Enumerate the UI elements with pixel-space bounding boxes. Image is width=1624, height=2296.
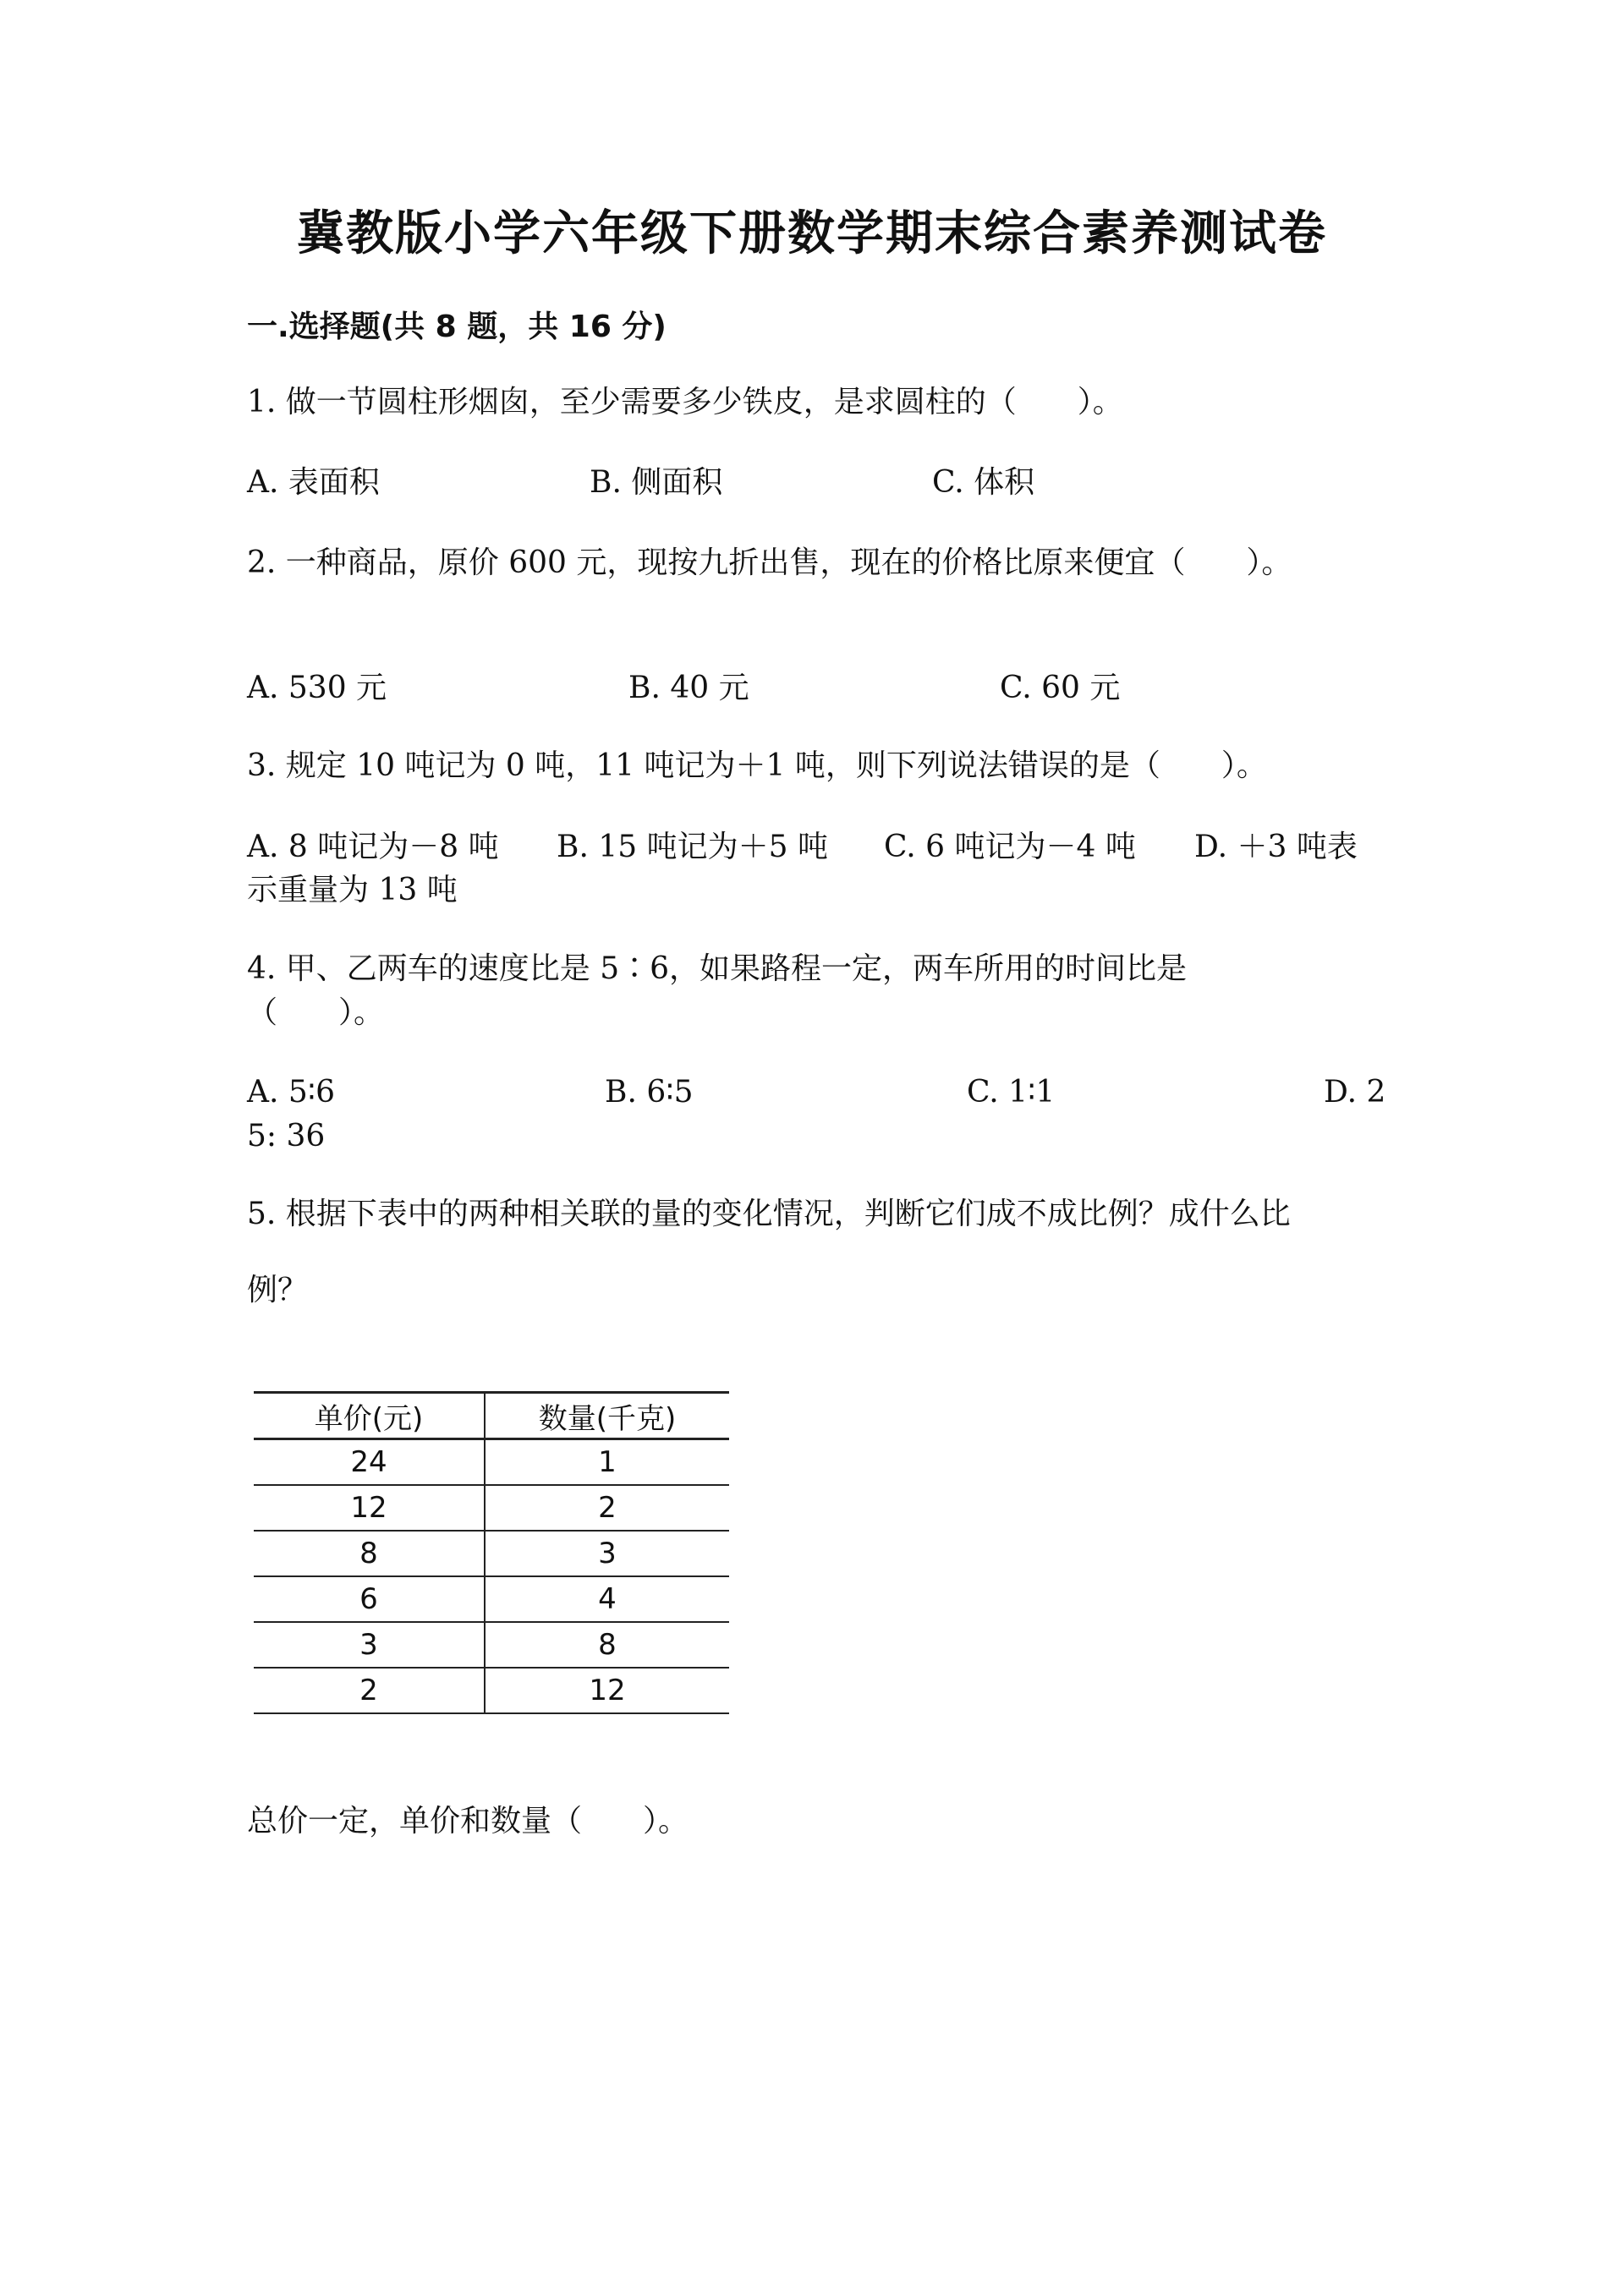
- table-cell: 3: [254, 1622, 485, 1668]
- table-row: [254, 1576, 729, 1622]
- table-row: [254, 1622, 729, 1668]
- question-5-stem-line2: 例？: [247, 1273, 309, 1307]
- table-row: [254, 1668, 729, 1713]
- question-3-option-d-continued: 示重量为 13 吨: [247, 873, 458, 907]
- question-3-option-c: C. 6 吨记为－4 吨: [884, 830, 1136, 864]
- question-2-option-b: B. 40 元: [628, 671, 749, 705]
- table-cell: 1: [485, 1439, 729, 1486]
- question-2-stem: 2. 一种商品，原价 600 元，现按九折出售，现在的价格比原来便宜（ ）。: [247, 545, 1292, 580]
- table-cell: 2: [485, 1485, 729, 1531]
- question-3-option-d: D. ＋3 吨表: [1194, 830, 1358, 864]
- question-3-stem: 3. 规定 10 吨记为 0 吨，11 吨记为＋1 吨，则下列说法错误的是（ ）。: [247, 748, 1267, 783]
- question-4-stem-line1: 4. 甲、乙两车的速度比是 5∶6，如果路程一定，两车所用的时间比是: [247, 951, 1188, 986]
- table-cell: 3: [485, 1531, 729, 1576]
- table-cell: 8: [485, 1622, 729, 1668]
- table-cell: 4: [485, 1576, 729, 1622]
- question-1-stem: 1. 做一节圆柱形烟囱，至少需要多少铁皮，是求圆柱的（ ）。: [247, 385, 1123, 419]
- question-4-option-a: A. 5∶6: [247, 1075, 336, 1110]
- table-cell: 12: [254, 1485, 485, 1531]
- question-3-option-a: A. 8 吨记为－8 吨: [247, 830, 499, 864]
- page-title: 冀教版小学六年级下册数学期末综合素养测试卷: [297, 206, 1327, 261]
- question-4-option-d: D. 2: [1324, 1075, 1386, 1110]
- table-header-unit-price: 单价(元): [254, 1393, 485, 1439]
- question-4-option-b: B. 6∶5: [605, 1075, 694, 1110]
- table-cell: 12: [485, 1668, 729, 1713]
- question-1-option-a: A. 表面积: [247, 465, 380, 500]
- table-cell: 6: [254, 1576, 485, 1622]
- table-row: [254, 1485, 729, 1531]
- question-4-option-d-continued: 5: 36: [247, 1119, 326, 1153]
- table-cell: 2: [254, 1668, 485, 1713]
- table-row: [254, 1439, 729, 1486]
- question-2-option-a: A. 530 元: [247, 671, 387, 705]
- table-cell: 8: [254, 1531, 485, 1576]
- table-cell: 24: [254, 1439, 485, 1486]
- question-1-option-b: B. 侧面积: [590, 465, 723, 500]
- question-4-stem-line2: （ ）。: [247, 995, 385, 1030]
- question-3-option-b: B. 15 吨记为＋5 吨: [557, 830, 828, 864]
- question-5-stem-line1: 5. 根据下表中的两种相关联的量的变化情况，判断它们成不成比例？成什么比: [247, 1197, 1291, 1231]
- table-row: [254, 1531, 729, 1576]
- table-header-quantity: 数量(千克): [485, 1393, 729, 1439]
- table-header-row: [254, 1393, 729, 1439]
- question-4-option-c: C. 1∶1: [967, 1075, 1056, 1110]
- section-heading: 一.选择题(共 8 题，共 16 分): [247, 310, 667, 344]
- question-5-follow-up: 总价一定，单价和数量（ ）。: [247, 1804, 689, 1838]
- question-2-option-c: C. 60 元: [1000, 671, 1121, 705]
- question-1-option-c: C. 体积: [932, 465, 1035, 500]
- price-quantity-table: [254, 1391, 729, 1714]
